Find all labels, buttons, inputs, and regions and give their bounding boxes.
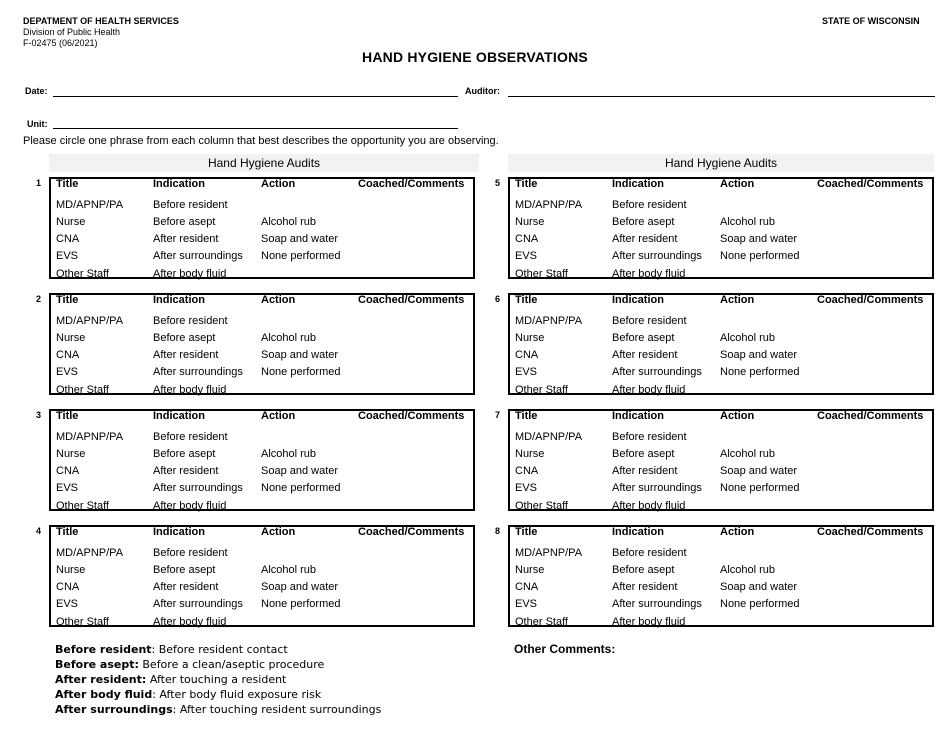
option-action[interactable]: None performed — [261, 482, 341, 494]
option-indication[interactable]: After resident — [612, 233, 678, 245]
option-action[interactable]: Alcohol rub — [720, 332, 776, 344]
option-indication[interactable]: After body fluid — [153, 616, 227, 628]
option-title[interactable]: CNA — [515, 349, 539, 361]
option-title[interactable]: Nurse — [515, 216, 545, 228]
option-title[interactable]: MD/APNP/PA — [56, 431, 124, 443]
column-title-left: Hand Hygiene Audits — [49, 154, 479, 172]
division-name: Division of Public Health — [23, 27, 121, 37]
header-indication: Indication — [612, 410, 664, 422]
header-title: Title — [515, 410, 538, 422]
comments-area[interactable] — [351, 545, 469, 623]
legend-item — [55, 672, 381, 687]
header-action: Action — [720, 178, 755, 190]
option-title[interactable]: CNA — [56, 233, 80, 245]
audit-number: 6 — [495, 294, 501, 304]
option-indication[interactable]: After resident — [153, 349, 219, 361]
option-action[interactable]: Alcohol rub — [261, 332, 317, 344]
legend-item — [55, 702, 381, 717]
audit-box-2 — [49, 293, 475, 395]
header-action: Action — [261, 410, 296, 422]
option-title[interactable]: Other Staff — [56, 268, 109, 280]
legend-term: After body fluid — [55, 688, 153, 701]
header-title: Title — [515, 178, 538, 190]
option-action[interactable]: Soap and water — [720, 465, 798, 477]
header-comments: Coached/Comments — [817, 526, 924, 538]
legend-description: After touching a resident — [149, 673, 287, 686]
auditor-label: Auditor: — [465, 86, 500, 96]
option-action[interactable]: Soap and water — [720, 349, 798, 361]
option-indication[interactable]: After resident — [612, 465, 678, 477]
option-title[interactable]: EVS — [56, 482, 79, 494]
legend-description: After body fluid exposure risk — [159, 688, 322, 701]
option-indication[interactable]: Before resident — [612, 199, 687, 211]
legend-separator: : — [152, 688, 160, 701]
option-title[interactable]: Nurse — [515, 564, 545, 576]
option-action[interactable]: Alcohol rub — [720, 564, 776, 576]
audit-box-7 — [508, 409, 934, 511]
option-indication[interactable]: After resident — [153, 233, 219, 245]
option-indication[interactable]: After surroundings — [153, 598, 243, 610]
date-field[interactable] — [53, 96, 458, 97]
comments-area[interactable] — [351, 313, 469, 391]
legend-description: Before resident contact — [158, 643, 288, 656]
audit-box-6 — [508, 293, 934, 395]
form-id: F-02475 (06/2021) — [23, 38, 98, 48]
column-title-right: Hand Hygiene Audits — [508, 154, 934, 172]
header-action: Action — [720, 526, 755, 538]
instructions: Please circle one phrase from each column that best describes the opportunity you are observing. — [23, 135, 499, 147]
legend-item — [55, 687, 381, 702]
legend-separator: : — [151, 643, 159, 656]
unit-label: Unit: — [27, 119, 48, 129]
audit-number: 2 — [36, 294, 42, 304]
header-indication: Indication — [153, 294, 205, 306]
option-indication[interactable]: After surroundings — [153, 482, 243, 494]
option-title[interactable]: Nurse — [56, 564, 86, 576]
header-action: Action — [261, 294, 296, 306]
option-indication[interactable]: After body fluid — [612, 616, 686, 628]
option-title[interactable]: EVS — [56, 250, 79, 262]
option-title[interactable]: EVS — [515, 250, 538, 262]
option-action[interactable]: Soap and water — [261, 233, 339, 245]
header-comments: Coached/Comments — [817, 294, 924, 306]
option-indication[interactable]: After surroundings — [612, 366, 702, 378]
option-indication[interactable]: Before resident — [612, 431, 687, 443]
audit-number: 7 — [495, 410, 501, 420]
option-title[interactable]: MD/APNP/PA — [56, 315, 124, 327]
option-action[interactable]: None performed — [720, 482, 800, 494]
option-title[interactable]: EVS — [515, 482, 538, 494]
option-title[interactable]: Other Staff — [56, 384, 109, 396]
header-action: Action — [261, 178, 296, 190]
option-indication[interactable]: After surroundings — [612, 598, 702, 610]
option-action[interactable]: Alcohol rub — [720, 448, 776, 460]
legend-term: Before asept: — [55, 658, 139, 671]
header-indication: Indication — [612, 526, 664, 538]
option-title[interactable]: MD/APNP/PA — [515, 547, 583, 559]
header-comments: Coached/Comments — [358, 294, 465, 306]
legend — [55, 642, 381, 717]
legend-description: After touching resident surroundings — [179, 703, 382, 716]
option-indication[interactable]: After resident — [612, 349, 678, 361]
page-title: HAND HYGIENE OBSERVATIONS — [362, 49, 588, 65]
option-indication[interactable]: After body fluid — [153, 500, 227, 512]
option-title[interactable]: MD/APNP/PA — [515, 315, 583, 327]
option-title[interactable]: Nurse — [56, 216, 86, 228]
option-indication[interactable]: After surroundings — [153, 366, 243, 378]
department-name: DEPATMENT OF HEALTH SERVICES — [23, 16, 179, 26]
option-indication[interactable]: After body fluid — [153, 268, 227, 280]
option-action[interactable]: None performed — [720, 250, 800, 262]
option-action[interactable]: None performed — [720, 598, 800, 610]
option-title[interactable]: EVS — [56, 598, 79, 610]
option-indication[interactable]: Before asept — [612, 332, 675, 344]
option-title[interactable]: EVS — [56, 366, 79, 378]
header-indication: Indication — [153, 526, 205, 538]
option-indication[interactable]: Before resident — [612, 315, 687, 327]
option-indication[interactable]: After surroundings — [612, 482, 702, 494]
header-comments: Coached/Comments — [817, 410, 924, 422]
legend-item — [55, 642, 381, 657]
date-label: Date: — [25, 86, 48, 96]
option-indication[interactable]: Before asept — [153, 332, 216, 344]
option-title[interactable]: MD/APNP/PA — [515, 199, 583, 211]
legend-separator: : — [172, 703, 180, 716]
audit-number: 4 — [36, 526, 42, 536]
header-comments: Coached/Comments — [358, 410, 465, 422]
legend-term: After surroundings — [55, 703, 173, 716]
option-action[interactable]: None performed — [261, 598, 341, 610]
option-indication[interactable]: Before resident — [612, 547, 687, 559]
option-action[interactable]: Alcohol rub — [261, 216, 317, 228]
comments-area[interactable] — [810, 545, 928, 623]
option-title[interactable]: CNA — [56, 581, 80, 593]
option-action[interactable]: None performed — [261, 366, 341, 378]
option-indication[interactable]: After body fluid — [612, 384, 686, 396]
option-title[interactable]: EVS — [515, 598, 538, 610]
legend-item — [55, 657, 381, 672]
option-indication[interactable]: Before asept — [153, 216, 216, 228]
option-indication[interactable]: Before resident — [153, 199, 228, 211]
audit-number: 5 — [495, 178, 501, 188]
header-action: Action — [720, 410, 755, 422]
option-title[interactable]: Nurse — [515, 448, 545, 460]
comments-area[interactable] — [351, 197, 469, 275]
option-title[interactable]: Other Staff — [515, 268, 568, 280]
option-title[interactable]: Other Staff — [56, 616, 109, 628]
other-comments-area[interactable] — [620, 642, 930, 722]
legend-description: Before a clean/aseptic procedure — [142, 658, 325, 671]
header-title: Title — [56, 410, 79, 422]
audit-box-5 — [508, 177, 934, 279]
audit-box-3 — [49, 409, 475, 511]
option-title[interactable]: Nurse — [56, 448, 86, 460]
option-indication[interactable]: Before resident — [153, 547, 228, 559]
audit-box-1 — [49, 177, 475, 279]
other-comments-label: Other Comments: — [514, 642, 616, 656]
audit-box-4 — [49, 525, 475, 627]
option-title[interactable]: Other Staff — [56, 500, 109, 512]
auditor-field[interactable] — [508, 96, 935, 97]
option-title[interactable]: CNA — [515, 465, 539, 477]
audit-number: 1 — [36, 178, 42, 188]
header-title: Title — [515, 526, 538, 538]
option-title[interactable]: CNA — [56, 349, 80, 361]
option-indication[interactable]: Before asept — [153, 564, 216, 576]
header-title: Title — [56, 526, 79, 538]
audit-number: 3 — [36, 410, 42, 420]
option-indication[interactable]: After resident — [153, 581, 219, 593]
header-indication: Indication — [612, 178, 664, 190]
header-comments: Coached/Comments — [817, 178, 924, 190]
header-title: Title — [56, 178, 79, 190]
option-title[interactable]: Nurse — [515, 332, 545, 344]
comments-area[interactable] — [810, 429, 928, 507]
option-title[interactable]: Other Staff — [515, 500, 568, 512]
option-action[interactable]: None performed — [261, 250, 341, 262]
option-title[interactable]: MD/APNP/PA — [56, 547, 124, 559]
header-comments: Coached/Comments — [358, 178, 465, 190]
unit-field[interactable] — [53, 128, 458, 129]
option-title[interactable]: MD/APNP/PA — [515, 431, 583, 443]
option-action[interactable]: Soap and water — [261, 465, 339, 477]
option-title[interactable]: CNA — [56, 465, 80, 477]
option-action[interactable]: Alcohol rub — [720, 216, 776, 228]
option-title[interactable]: MD/APNP/PA — [56, 199, 124, 211]
option-action[interactable]: Soap and water — [720, 581, 798, 593]
option-indication[interactable]: Before asept — [153, 448, 216, 460]
option-indication[interactable]: Before resident — [153, 315, 228, 327]
header-action: Action — [720, 294, 755, 306]
option-indication[interactable]: After body fluid — [153, 384, 227, 396]
header-indication: Indication — [612, 294, 664, 306]
state-name: STATE OF WISCONSIN — [822, 16, 920, 26]
option-title[interactable]: Other Staff — [515, 616, 568, 628]
option-title[interactable]: Other Staff — [515, 384, 568, 396]
option-indication[interactable]: After body fluid — [612, 500, 686, 512]
option-indication[interactable]: After surroundings — [153, 250, 243, 262]
header-title: Title — [515, 294, 538, 306]
audit-box-8 — [508, 525, 934, 627]
header-indication: Indication — [153, 178, 205, 190]
option-indication[interactable]: After resident — [612, 581, 678, 593]
option-indication[interactable]: Before asept — [612, 564, 675, 576]
comments-area[interactable] — [810, 313, 928, 391]
option-action[interactable]: Soap and water — [261, 581, 339, 593]
comments-area[interactable] — [810, 197, 928, 275]
option-indication[interactable]: After resident — [153, 465, 219, 477]
header-indication: Indication — [153, 410, 205, 422]
option-indication[interactable]: Before asept — [612, 216, 675, 228]
header-title: Title — [56, 294, 79, 306]
option-title[interactable]: EVS — [515, 366, 538, 378]
comments-area[interactable] — [351, 429, 469, 507]
option-indication[interactable]: After surroundings — [612, 250, 702, 262]
option-title[interactable]: CNA — [515, 581, 539, 593]
option-action[interactable]: Soap and water — [720, 233, 798, 245]
option-indication[interactable]: Before resident — [153, 431, 228, 443]
option-action[interactable]: None performed — [720, 366, 800, 378]
header-action: Action — [261, 526, 296, 538]
option-action[interactable]: Soap and water — [261, 349, 339, 361]
option-title[interactable]: CNA — [515, 233, 539, 245]
option-title[interactable]: Nurse — [56, 332, 86, 344]
audit-number: 8 — [495, 526, 501, 536]
legend-term: Before resident — [55, 643, 152, 656]
option-indication[interactable]: Before asept — [612, 448, 675, 460]
legend-term: After resident: — [55, 673, 147, 686]
option-indication[interactable]: After body fluid — [612, 268, 686, 280]
option-action[interactable]: Alcohol rub — [261, 564, 317, 576]
header-comments: Coached/Comments — [358, 526, 465, 538]
option-action[interactable]: Alcohol rub — [261, 448, 317, 460]
